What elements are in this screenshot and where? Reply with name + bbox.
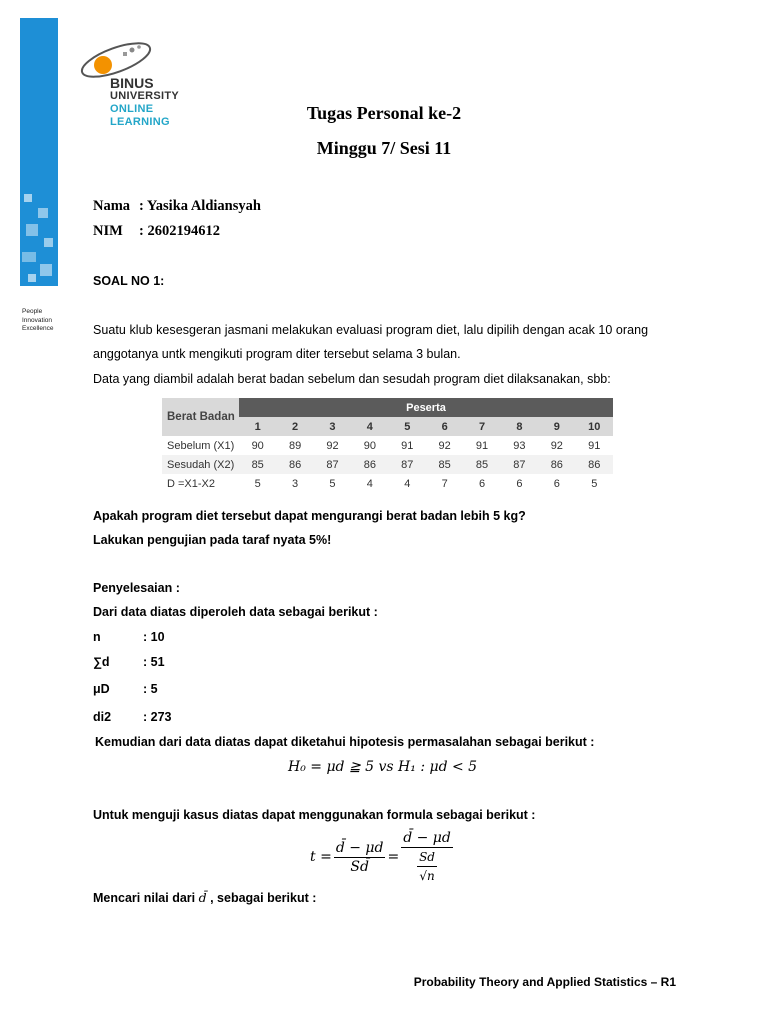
- nim-value: : 2602194612: [139, 223, 220, 239]
- stat-label: μD: [93, 682, 110, 696]
- table-cell: 92: [326, 439, 339, 452]
- student-nim: [93, 223, 220, 240]
- table-column-header: 4: [351, 417, 388, 436]
- formula-nested-numerator: Sd: [417, 849, 437, 867]
- question-text-line: Suatu klub kesesgeran jasmani melakukan evaluasi program diet, lalu dipilih dengan acak 10 orang: [93, 323, 649, 337]
- stat-value: : 273: [143, 710, 172, 724]
- table-row-label: Sesudah (X2): [162, 455, 239, 474]
- student-name: [93, 198, 261, 215]
- table-cell: 86: [276, 455, 313, 474]
- stat-row: [93, 710, 172, 724]
- stat-label: n: [93, 630, 101, 644]
- stat-value: : 5: [143, 682, 158, 696]
- stat-label: di2: [93, 710, 112, 724]
- sidebar-pattern-block: [44, 238, 53, 247]
- stat-row: [93, 682, 158, 696]
- table-cell: 86: [576, 455, 613, 474]
- tagline-line: Excellence: [22, 325, 54, 332]
- sidebar-pattern-block: [38, 208, 48, 218]
- document-title: Tugas Personal ke-2: [306, 103, 462, 123]
- table-group-header: Peserta: [239, 398, 613, 417]
- table-cell: 6: [516, 477, 523, 490]
- next-step-symbol: d̄: [198, 890, 207, 905]
- sidebar-pattern-block: [40, 264, 52, 276]
- stat-label: ∑d: [93, 655, 110, 669]
- stat-value: : 10: [143, 630, 165, 644]
- table-cell: 90: [363, 439, 376, 452]
- table-cell: 5: [254, 477, 261, 490]
- logo-line: UNIVERSITY: [110, 90, 180, 102]
- table-cell: 93: [513, 439, 526, 452]
- tagline-line: Innovation: [22, 316, 52, 324]
- solution-heading: Penyelesaian :: [93, 581, 180, 595]
- table-column-header: 1: [239, 417, 276, 436]
- table-cell: 6: [478, 477, 486, 490]
- table-cell: 5: [329, 477, 336, 490]
- table-cell: 85: [426, 455, 463, 474]
- table-cell: 91: [588, 439, 601, 452]
- hypothesis-equation: H₀ = μd ≧ 5 vs H₁ : μd < 5: [288, 759, 478, 775]
- question-ask: Apakah program diet tersebut dapat mengurangi berat badan lebih 5 kg?: [93, 509, 526, 523]
- table-body: [162, 436, 613, 493]
- document-subtitle: Minggu 7/ Sesi 11: [316, 138, 452, 158]
- table-cell: 85: [239, 455, 276, 474]
- table-cell: 4: [404, 477, 411, 490]
- formula-lhs: t =: [310, 849, 332, 865]
- table-cell: 87: [389, 455, 426, 474]
- table-cell: 87: [501, 455, 538, 474]
- table-row-label: D =X1-X2: [167, 477, 215, 490]
- table-cell: 91: [401, 439, 414, 452]
- table-cell: 3: [292, 477, 299, 490]
- table-cell: 91: [475, 439, 489, 452]
- table-cell: 4: [366, 477, 373, 490]
- table-row-label: Sebelum (X1): [167, 439, 235, 452]
- table-column-header: 10: [576, 417, 613, 436]
- question-heading: SOAL NO 1:: [93, 274, 165, 288]
- formula-numerator: d̄ − μd: [335, 839, 384, 856]
- solution-intro: Dari data diatas diperoleh data sebagai berikut :: [93, 605, 378, 619]
- table-column-header: 5: [389, 417, 426, 436]
- formula-numerator: d̄ − μd: [403, 830, 451, 846]
- next-step-text: [93, 890, 316, 905]
- next-step-suffix: , sebagai berikut :: [210, 891, 317, 905]
- table-cell: 92: [438, 439, 451, 452]
- table-row: [162, 436, 613, 455]
- table-cell: 87: [314, 455, 351, 474]
- tagline-line: People: [22, 308, 43, 315]
- weight-data-table: [162, 398, 613, 493]
- table-column-header: 9: [538, 417, 575, 436]
- formula-equals: =: [387, 849, 400, 865]
- formula-denominator: [417, 848, 437, 884]
- table-cell: 6: [553, 477, 560, 490]
- name-label: Nama: [93, 198, 131, 214]
- hypothesis-intro: Kemudian dari data diatas dapat diketahui hipotesis permasalahan sebagai berikut :: [95, 735, 595, 749]
- next-step-prefix: Mencari nilai dari: [93, 891, 196, 905]
- table-column-header: 2: [276, 417, 313, 436]
- tagline: [22, 308, 53, 334]
- table-cell: 90: [251, 439, 264, 452]
- formula-nested-fraction: [417, 849, 437, 884]
- question-instruction: Lakukan pengujian pada taraf nyata 5%!: [93, 533, 332, 547]
- formula-intro: Untuk menguji kasus diatas dapat menggunakan formula sebagai berikut :: [93, 808, 536, 822]
- table-column-header: 3: [314, 417, 351, 436]
- question-text-line: Data yang diambil adalah berat badan sebelum dan sesudah program diet dilaksanakan, sbb:: [93, 372, 611, 386]
- formula-nested-denominator: √n: [419, 869, 435, 883]
- formula-fraction: [334, 840, 386, 875]
- table-cell: 86: [538, 455, 575, 474]
- logo-line: LEARNING: [110, 116, 170, 128]
- table-cell: 86: [351, 455, 388, 474]
- t-formula: [310, 830, 455, 884]
- table-row: [162, 474, 613, 493]
- table-corner-header: Berat Badan: [162, 398, 239, 436]
- page-footer: Probability Theory and Applied Statistics – R1: [413, 975, 676, 989]
- sidebar-pattern-block: [28, 274, 36, 282]
- sidebar-pattern-block: [22, 252, 36, 262]
- table-row: [162, 455, 613, 474]
- table-cell: 89: [288, 439, 302, 452]
- table-cell: 7: [441, 477, 448, 490]
- table-column-header: 7: [463, 417, 500, 436]
- logo-line: BINUS: [110, 75, 154, 91]
- table-cell: 92: [550, 439, 563, 452]
- nim-label: NIM: [93, 223, 123, 239]
- question-text-line: anggotanya untk mengikuti program diter tersebut selama 3 bulan.: [93, 347, 461, 361]
- sidebar-pattern-block: [26, 224, 38, 236]
- sidebar-pattern-block: [24, 194, 32, 202]
- table-cell: 85: [463, 455, 500, 474]
- stat-value: : 51: [143, 655, 165, 669]
- table-cell: 5: [591, 477, 598, 490]
- logo-line: ONLINE: [110, 103, 154, 115]
- stat-row: [93, 655, 165, 669]
- table-column-header: 8: [501, 417, 538, 436]
- name-value: : Yasika Aldiansyah: [139, 198, 261, 214]
- formula-fraction: [401, 830, 453, 884]
- table-column-header: 6: [426, 417, 463, 436]
- stat-row: [93, 630, 165, 644]
- formula-denominator: Sd̄: [350, 858, 369, 875]
